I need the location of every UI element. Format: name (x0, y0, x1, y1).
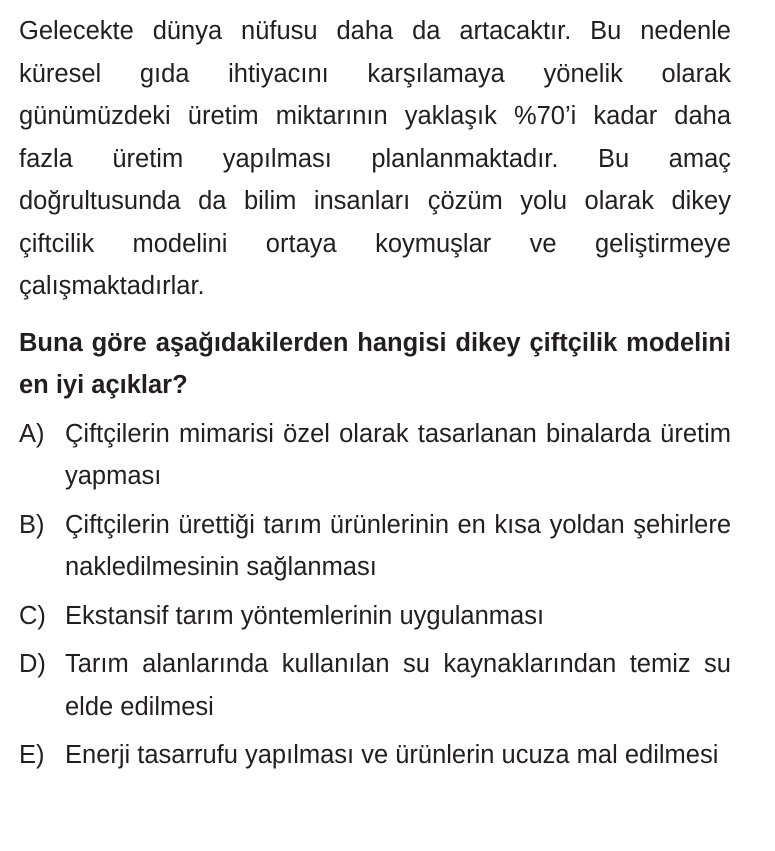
option-c[interactable] (19, 595, 731, 638)
option-text: Çiftçilerin ürettiği tarım ürünlerinin en kısa yoldan şehirlere nakledilmesinin sağlanması (65, 510, 731, 581)
option-text: Ekstansif tarım yöntemlerinin uygulanması (65, 601, 545, 630)
option-letter: D) (19, 650, 46, 678)
question-stem: Buna göre aşağıdakilerden hangisi dikey çiftçilik modelini en iyi açıklar? (19, 328, 731, 399)
option-letter: A) (19, 419, 45, 448)
option-e[interactable] (19, 734, 731, 777)
answer-options (19, 413, 731, 777)
option-text: Tarım alanlarında kullanılan su kaynaklarından temiz su elde edilmesi (65, 650, 731, 721)
option-letter: B) (19, 510, 45, 539)
option-d[interactable] (19, 643, 731, 728)
question-block (19, 0, 731, 783)
option-letter: E) (19, 741, 45, 769)
option-text: Çiftçilerin mimarisi özel olarak tasarlanan binalarda üretim yapması (65, 419, 731, 490)
question-passage: Gelecekte dünya nüfusu daha da artacaktır. Bu nedenle küresel gıda ihtiyacını karşılamaya yönelik olarak günümüzdeki üretim miktarının yaklaşık %70’i kadar daha fazla üretim yapılması planlanmaktadır. Bu amaç doğrultusunda da bilim insanları çözüm yolu olarak dikey çiftcilik modelini ortaya koymuşlar ve geliştirmeye çalışmaktadırlar. (19, 17, 731, 300)
option-letter: C) (19, 601, 46, 630)
option-b[interactable] (19, 504, 731, 589)
option-a[interactable] (19, 413, 731, 498)
option-text: Enerji tasarrufu yapılması ve ürünlerin ucuza mal edilmesi (65, 741, 719, 769)
